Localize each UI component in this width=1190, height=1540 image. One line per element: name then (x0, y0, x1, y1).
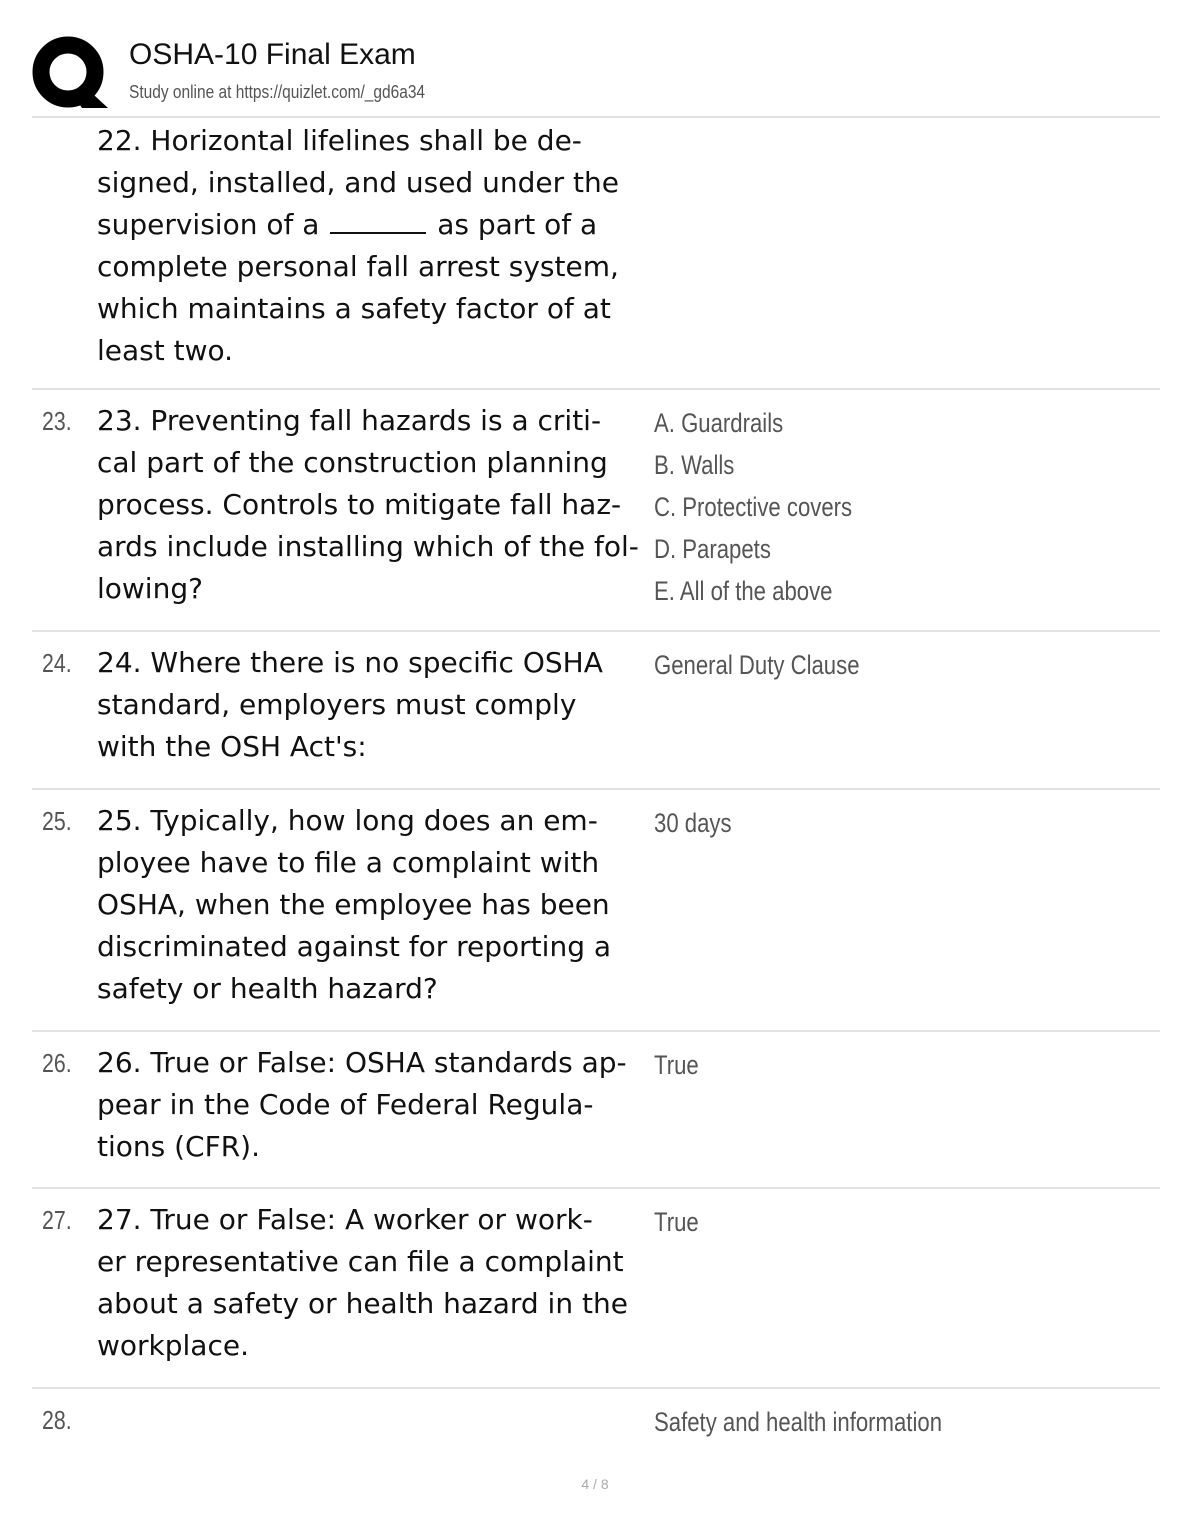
card-number: 25. (42, 806, 72, 836)
question-text: 27. True or False: A worker or work- er representative can file a complaint about a safety or health hazard in the workplace. (97, 1203, 628, 1362)
answer-text: 30 days (654, 808, 732, 838)
answer-text: True (654, 1050, 699, 1080)
fill-in-blank (330, 206, 426, 234)
flashcard-26 (32, 1032, 1160, 1189)
question-text: 26. True or False: OSHA standards ap- pear in the Code of Federal Regula- tions (CFR). (97, 1046, 627, 1163)
flashcard-28 (32, 1389, 1160, 1459)
flashcard-24 (32, 632, 1160, 790)
study-online-link[interactable]: Study online at https://quizlet.com/_gd6a34 (129, 82, 426, 102)
page-header (32, 36, 1160, 118)
card-number: 26. (42, 1048, 72, 1078)
page-number: 4 / 8 (581, 1476, 609, 1492)
question-text: 24. Where there is no specific OSHA standard, employers must comply with the OSH Act's: (97, 646, 603, 763)
question-text: 22. Horizontal lifelines shall be de- signed, installed, and used under the supervision of a as part of a complete personal fall arrest system, which maintains a safety factor of at least two. (97, 124, 619, 367)
question-text: 25. Typically, how long does an em- ployee have to file a complaint with OSHA, when the employee has been discriminated against for reporting a safety or health hazard? (97, 804, 612, 1005)
card-number: 24. (42, 648, 72, 678)
question-text: 23. Preventing fall hazards is a criti- cal part of the construction planning process. Controls to mitigate fall haz- ards include installing which of the fol- lowing? (97, 404, 639, 605)
page-title: OSHA-10 Final Exam (129, 38, 416, 71)
flashcard-27 (32, 1189, 1160, 1389)
flashcard-25 (32, 790, 1160, 1032)
flashcard-22 (32, 117, 1160, 390)
answer-text: True (654, 1207, 699, 1237)
card-number: 27. (42, 1205, 72, 1235)
flashcard-23 (32, 390, 1160, 632)
card-number: 28. (42, 1405, 72, 1435)
card-number: 23. (42, 406, 72, 436)
answer-text: A. Guardrails B. Walls C. Protective covers D. Parapets E. All of the above (654, 408, 853, 606)
answer-text: Safety and health information (654, 1407, 943, 1437)
answer-text: General Duty Clause (654, 650, 860, 680)
quizlet-logo-icon (32, 36, 108, 108)
